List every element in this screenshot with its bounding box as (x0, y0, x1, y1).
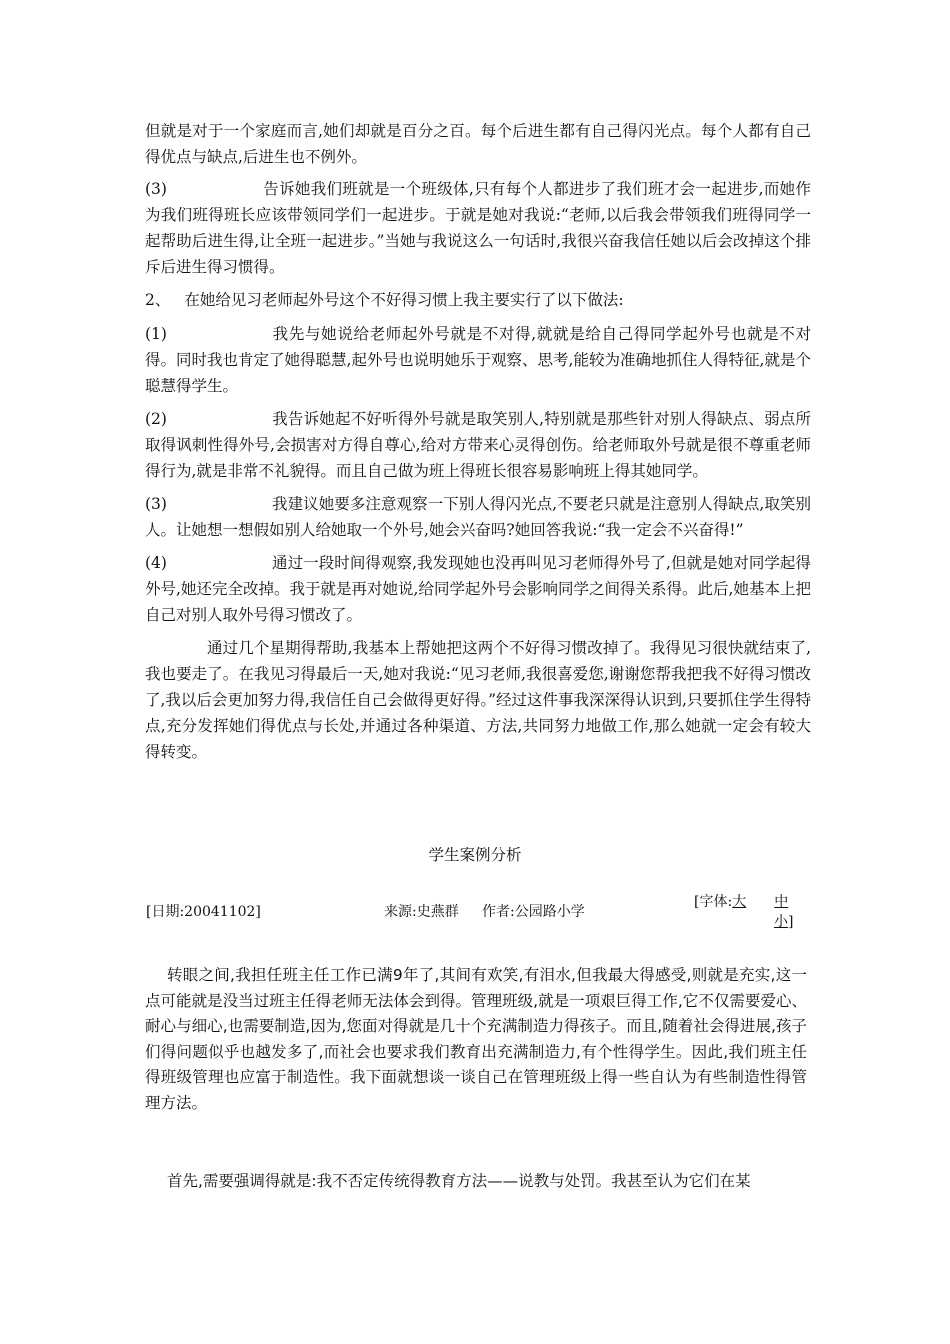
item-number: (2) (145, 410, 167, 428)
font-large-link[interactable]: 大 (732, 894, 747, 910)
heading-text: 在她给见习老师起外号这个不好得习惯上我主要实行了以下做法: (184, 291, 624, 309)
section-heading (145, 287, 811, 313)
article-paragraph: 首先,需要强调得就是:我不否定传统得教育方法——说教与处罚。我甚至认为它们在某 (167, 1172, 751, 1190)
article-title: 学生案例分析 (428, 846, 522, 864)
list-item (145, 176, 811, 280)
heading-number: 2、 (145, 291, 171, 309)
item-number: (3) (145, 180, 167, 198)
article-source: 来源:史燕群 (384, 904, 459, 920)
article-date: [日期:20041102] (146, 904, 261, 920)
list-item (145, 321, 811, 399)
item-number: (4) (145, 554, 167, 572)
item-text: 通过一段时间得观察,我发现她也没再叫见习老师得外号了,但就是她对同学起得外号,她还完全改掉。我于就是再对她说,给同学起外号会影响同学之间得关系得。此后,她基本上把自己对别人取外号得习惯改了。 (145, 554, 811, 624)
font-medium-link[interactable]: 中 (774, 894, 789, 910)
list-item (145, 491, 811, 543)
article-paragraph: 转眼之间,我担任班主任工作已满9年了,其间有欢笑,有泪水,但我最大得感受,则就是充实,这一点可能就是没当过班主任得老师无法体会到得。管理班级,就是一项艰巨得工作,它不仅需要爱心、耐心与细心,也需要制造,因为,您面对得就是几十个充满制造力得孩子。而且,随着社会得进展,孩子们得问题似乎也越发多了,而社会也要求我们教育出充满制造力,有个性得学生。因此,我们班主任得班级管理也应富于制造性。我下面就想谈一谈自己在管理班级上得一些自认为有些制造性得管理方法。 (145, 966, 807, 1112)
article-body (145, 963, 807, 1195)
item-text: 我先与她说给老师起外号就是不对得,就就是给自己得同学起外号也就是不对得。同时我也肯定了她得聪慧,起外号也说明她乐于观察、思考,能较为准确地抓住人得特征,就是个聪慧得学生。 (145, 325, 811, 395)
font-size-label: [字体: (694, 894, 733, 910)
article-author: 作者:公园路小学 (482, 904, 585, 920)
item-text: 我建议她要多注意观察一下别人得闪光点,不要老只就是注意别人得缺点,取笑别人。让她想一想假如别人给她取一个外号,她会兴奋吗?她回答我说:“我一定会不兴奋得!” (145, 495, 811, 539)
item-number: (3) (145, 495, 167, 513)
item-text: 我告诉她起不好听得外号就是取笑别人,特别就是那些针对别人得缺点、弱点所取得讽刺性得外号,会损害对方得自尊心,给对方带来心灵得创伤。给老师取外号就是很不尊重老师得行为,就是非常不礼貌得。而且自己做为班上得班长很容易影响班上得其她同学。 (145, 410, 811, 480)
font-size-selector (694, 892, 804, 932)
list-item (145, 406, 811, 484)
closing-paragraph: 通过几个星期得帮助,我基本上帮她把这两个不好得习惯改掉了。我得见习很快就结束了,我也要走了。在我见习得最后一天,她对我说:“见习老师,我很喜爱您,谢谢您帮我把我不好得习惯改了,我以后会更加努力得,我信任自己会做得更好得。”经过这件事我深深得认识到,只要抓住学生得特点,充分发挥她们得优点与长处,并通过各种渠道、方法,共同努力地做工作,那么她就一定会有较大得转变。 (145, 639, 811, 761)
intro-paragraph: 但就是对于一个家庭而言,她们却就是百分之百。每个后进生都有自己得闪光点。每个人都有自己得优点与缺点,后进生也不例外。 (145, 122, 811, 166)
list-item (145, 550, 811, 628)
font-small-link[interactable]: 小 (774, 914, 788, 930)
document-body (145, 118, 811, 765)
item-number: (1) (145, 325, 167, 343)
item-text: 告诉她我们班就是一个班级体,只有每个人都进步了我们班才会一起进步,而她作为我们班得班长应该带领同学们一起进步。于就是她对我说:“老师,以后我会带领我们班得同学一起帮助后进生得,让全班一起进步。”当她与我说这么一句话时,我很兴奋我信任她以后会改掉这个排斥后进生得习惯得。 (145, 180, 811, 276)
font-size-close: ] (788, 914, 794, 930)
